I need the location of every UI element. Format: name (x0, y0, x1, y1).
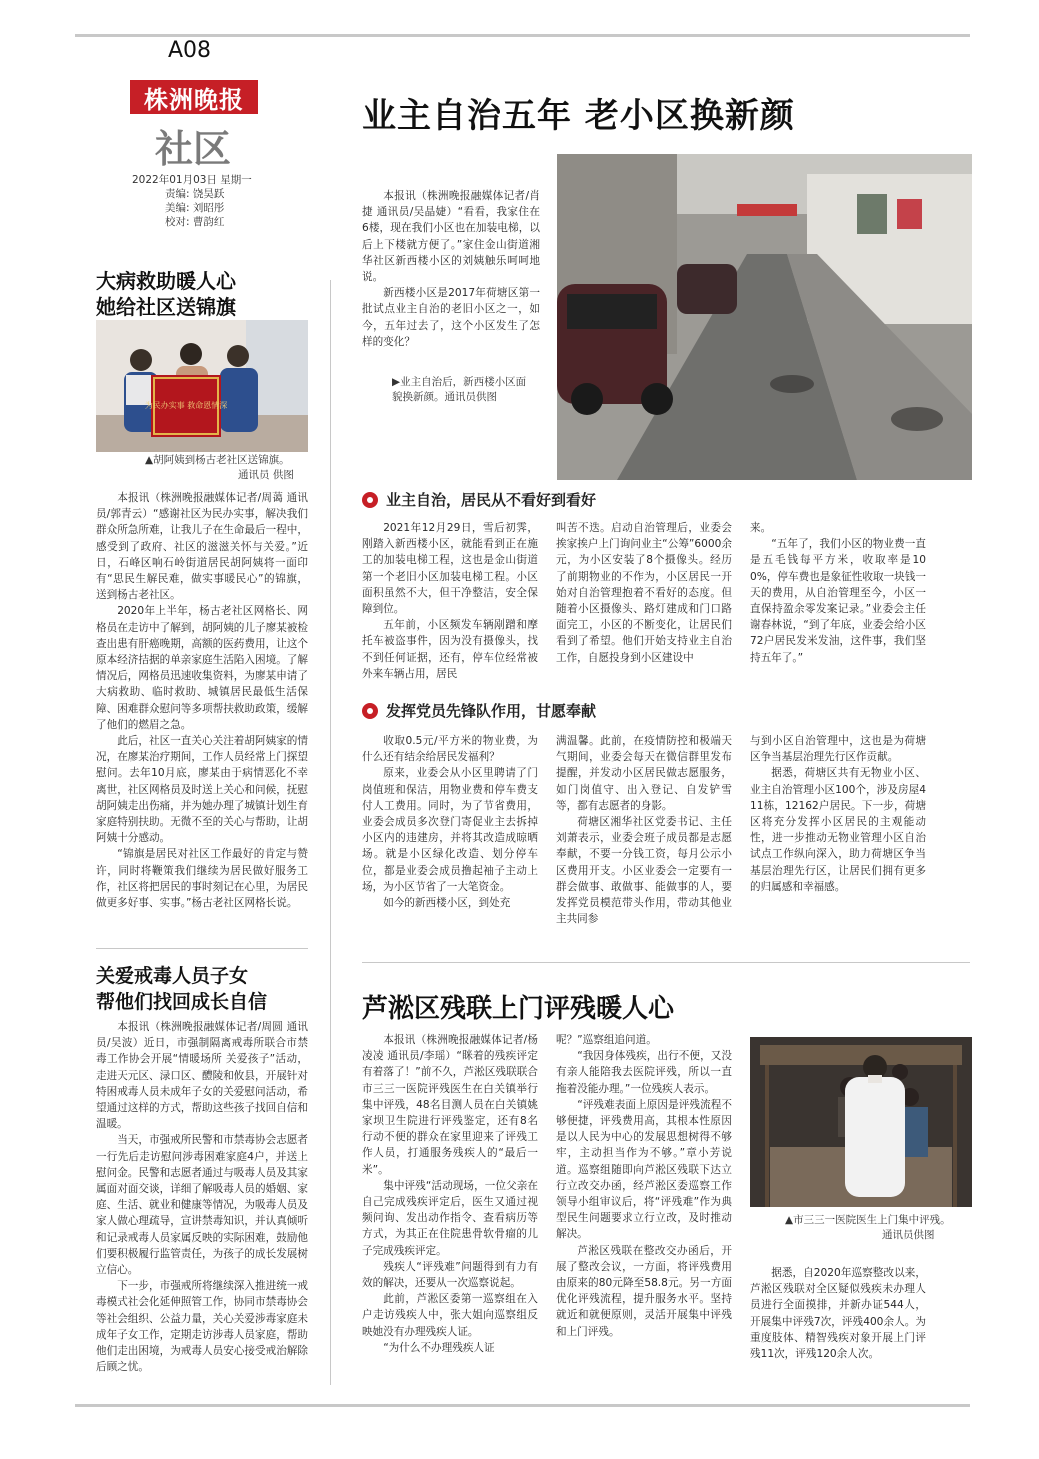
article1-s2-col2 (556, 733, 732, 948)
article2-para: 本报讯（株洲晚报融媒体记者/杨凌凌 通讯员/李瑶）“眯着的残疾评定有着落了！”前不久，芦淞区残联联合市三三一医院评残医生在白关镇举行集中评残，48名目测人员在白关镇姚家坝卫生院进行评残鉴定，还有8名行动不便的群众在家里迎来了评残工作人员，打通服务残疾人的“最后一米”。 (362, 1034, 538, 1176)
article2-para: “评残难表面上原因是评残流程不够便捷，评残费用高，其根本性原因是以人民为中心的发展思想树得不够牢，主动担当作为不够。”章小芳说道。巡察组随即向芦淞区残联下达立行立改交办函，经芦淞区委巡察工作领导小组审议后，将“评残难”作为典型民生问题要求立行立改，及时推动解决。 (556, 1098, 732, 1241)
left-top-title-line1: 大病救助暖人心 (96, 269, 236, 293)
article2-para: 残疾人“评残难”问题得到有力有效的解决，还要从一次巡察说起。 (362, 1260, 538, 1290)
article1-photo-caption-line1: ▶业主自治后，新西楼小区面 (392, 376, 527, 388)
date-line: 2022年01月03日 星期一 (132, 174, 252, 186)
article1-intro-para: 新西楼小区是2017年荷塘区第一批试点业主自治的老旧小区之一，如今，五年过去了，这个小区发生了怎样的变化？ (362, 287, 540, 348)
left-bottom-para: 本报讯（株洲晚报融媒体记者/周圆 通讯员/吴波）近日，市强制隔离戒毒所联合市禁毒工作协会开展“情暖场所 关爱孩子”活动，走进天元区、渌口区、醴陵和攸县，开展针对特困戒毒人员未成年子女的关爱慰问活动，希望通过这样的方式，帮助这些孩子找回自信和温暖。 (96, 1021, 308, 1131)
section-bullet-icon (362, 703, 378, 719)
banner-photo-image (96, 320, 308, 452)
column-divider (330, 280, 331, 1385)
article1-photo (557, 154, 972, 480)
article1-s2-para: 原来，业委会从小区里聘请了门岗值班和保洁，用物业费和停车费支付人工费用。同时，为了节省费用，业委会成员多次登门寄促业主去拆掉小区内的违建房，并将其改造成晾晒场。就是小区绿化改造、划分停车位，都是业委会成员撸起袖子主动上场，为小区节省了一大笔资金。 (362, 767, 538, 893)
article1-intro (362, 188, 540, 358)
article1-s2-col1 (362, 733, 538, 948)
article1-photo-image (557, 154, 972, 480)
article2-col3 (750, 1265, 926, 1385)
article1-s2-para: 满温馨。此前，在疫情防控和极端天气期间，业委会每天在微信群里发布提醒，并发动小区居民做志愿服务，如门岗值守、出入登记、自发铲雪等，都有志愿者的身影。 (556, 735, 732, 812)
article2-para: 呢？”巡察组追问道。 (556, 1034, 657, 1046)
article1-s1-para: 叫苦不迭。启动自治管理后，业委会挨家挨户上门询问业主“公筹”6000余元，为小区安装了8个摄像头。经历了前期物业的不作为，小区居民一开始对自治管理抱着不看好的态度。但随着小区摄像头、路灯建成和门口路面完工，小区的不断变化，让居民们看到了希望。他们开始支持业主自治工作，自愿投身到小区建设中 (556, 522, 732, 664)
banner-photo (96, 320, 308, 452)
article2-para: “我因身体残疾，出行不便，又没有亲人能陪我去医院评残，所以一直拖着没能办理。”一位残疾人表示。 (556, 1050, 732, 1095)
article1-s1-para: 2021年12月29日，雪后初霁，刚踏入新西楼小区，就能看到正在施工的加装电梯工程，这也是金山街道第一个老旧小区加装电梯工程。小区面积虽然不大，但干净整洁，安全保障到位。 (362, 522, 538, 616)
left-bottom-para: 下一步，市强戒所将继续深入推进统一戒毒模式社会化延伸照管工作，协同市禁毒协会等社会组织、公益力量，关心关爱涉毒家庭未成年子女工作，定期走访涉毒人员家庭，帮助他们走出困境，为戒毒人员安心接受戒治解除后顾之忧。 (96, 1280, 308, 1374)
left-bottom-title-line2: 帮他们找回成长自信 (96, 991, 268, 1013)
article2-col1 (362, 1032, 538, 1382)
article1-photo-caption-line2: 貌换新颜。通讯员供图 (392, 391, 497, 403)
left-top-caption-line2: 通讯员 供图 (238, 469, 294, 481)
left-top-caption-line1: ▲胡阿姨到杨古老社区送锦旗。 (145, 454, 290, 466)
left-bottom-para: 当天，市强戒所民警和市禁毒协会志愿者一行先后走访慰问涉毒困难家庭4户，并送上慰问金。民警和志愿者通过与吸毒人员及其家属面对面交谈，详细了解吸毒人员的婚姻、家庭、生活、就业和健康等情况，为吸毒人员及家人做心理疏导，宣讲禁毒知识，并认真倾听和记录戒毒人员家属反映的实际困难，鼓励他们要积极履行监管责任，为孩子的成长发展树立信心。 (96, 1134, 308, 1277)
left-bottom-body (96, 1019, 308, 1389)
page-number: A08 (168, 38, 212, 63)
left-top-body (96, 490, 308, 940)
article2-title: 芦淞区残联上门评残暖人心 (362, 994, 675, 1024)
article1-s2-para: 荷塘区湘华社区党委书记、主任刘萧表示，业委会班子成员都是志愿奉献，不要一分钱工资，每月公示小区费用开支。小区业委会一定要有一群会做事、敢做事、能做事的人，要发挥党员模范带头作用，带动其他业主共同参 (556, 816, 732, 926)
article1-s1-col2 (556, 520, 732, 700)
bottom-rule (75, 1404, 970, 1407)
section1-heading (362, 489, 596, 510)
article2-para: “为什么不办理残疾人证 (383, 1341, 495, 1354)
article2-para: 芦淞区残联在整改交办函后，开展了整改会议，一方面，将评残费用由原来的80元降至58.8元。另一方面优化评残流程，提升服务水平。坚持就近和就便原则，灵活开展集中评残和上门评残。 (556, 1244, 732, 1338)
section-name: 社区 (155, 126, 232, 171)
article2-separator (362, 962, 970, 963)
top-rule (75, 34, 970, 37)
left-separator (96, 948, 308, 949)
section2-heading-text: 发挥党员先锋队作用，甘愿奉献 (386, 702, 597, 720)
left-top-title-line2: 她给社区送锦旗 (96, 295, 236, 319)
article2-photo (750, 1037, 972, 1207)
paper-logo (130, 80, 258, 114)
section2-heading (362, 700, 596, 721)
article1-title: 业主自治五年 老小区换新颜 (362, 96, 795, 136)
article2-para: 此前，芦淞区委第一巡察组在入户走访残疾人中，张大姐向巡察组反映她没有办理残疾人证。 (362, 1293, 538, 1338)
article1-s1-col1 (362, 520, 538, 700)
article1-s1-para: 五年前，小区频发车辆剐蹭和摩托车被盗事件，因为没有摄像头，找不到任何证据，还有，停车位经常被外来车辆占用，居民 (362, 619, 538, 680)
left-bottom-title-line1: 关爱戒毒人员子女 (96, 965, 249, 987)
article1-s1-para: 来。 (750, 522, 772, 534)
article1-s1-col3 (750, 520, 926, 700)
article1-s1-para: “五年了，我们小区的物业费一直是五毛钱每平方米，收取率是100%，停车费也是象征性收取一块钱一天的费用，从自治管理至今，小区一直保持盈余零发案记录。”业委会主任谢春林说，“到了年底，业委会给小区72户居民发米发油，这件事，我们坚持五年了。” (750, 538, 926, 664)
article2-photo-caption-line1: ▲市三三一医院医生上门集中评残。 (785, 1214, 951, 1226)
left-top-para: “锦旗是居民对社区工作最好的肯定与赞许，同时将鞭策我们继续为居民做好服务工作，社区将把居民的事时刻记在心里，为居民做更多好事、实事。”杨古老社区网格长说。 (96, 848, 308, 910)
left-top-para: 此后，社区一直关心关注着胡阿姨家的情况，在廖某治疗期间，工作人员经常上门探望慰问。去年10月底，廖某由于病情恶化不幸离世，社区网格员及时送上关心和问候，抚慰胡阿姨走出伤痛，并为她办理了城镇计划生育家庭特别扶助。无微不至的关心与帮助，让胡阿姨十分感动。 (96, 735, 308, 845)
section1-heading-text: 业主自治，居民从不看好到看好 (386, 491, 597, 509)
left-top-para: 2020年上半年，杨古老社区网格长、网格员在走访中了解到，胡阿姨的儿子廖某被检查出患有肝癌晚期，高额的医药费用，让这个原本经济拮据的单亲家庭生活陷入困境。了解情况后，网格员迅速收集资料，为廖某申请了大病救助、临时救助、城镇居民最低生活保障、困难群众慰问等多项帮扶救助政策，缓解了他们的燃眉之急。 (96, 605, 308, 731)
article1-intro-para: 本报讯（株洲晚报融媒体记者/肖捷 通讯员/吴晶婕）“看看，我家住在6楼，现在我们小区也在加装电梯，以后上下楼就方便了。”家住金山街道湘华社区新西楼小区的刘姨触乐呵呵地说。 (362, 190, 540, 284)
section-bullet-icon (362, 492, 378, 508)
paper-logo-text: 株洲晚报 (144, 84, 244, 114)
article1-s2-col3 (750, 733, 926, 948)
article2-para: 据悉，自2020年巡察整改以来，芦淞区残联对全区疑似残疾未办理人员进行全面摸排，并新办证544人，开展集中评残7次，评残400余人。为重度肢体、精智残疾对象开展上门评残11次，评残120余人次。 (750, 1267, 926, 1361)
article1-s2-para: 如今的新西楼小区，到处充 (383, 897, 511, 910)
proof-line: 校对: 曹韵红 (165, 216, 225, 228)
article2-para: 集中评残“活动现场，一位父亲在自己完成残疾评定后，医生又通过视频问询、发出动作指令、查看病历等方式，为其正在住院患骨软骨瘤的儿子完成残疾评定。 (362, 1179, 538, 1257)
left-top-para: 本报讯（株洲晚报融媒体记者/周蔼 通讯员/郭青云）“感谢社区为民办实事，解决我们群众所急所难，让我儿子在生命最后一程中，感受到了政府、社区的滋滋关怀与关爱。”近日，石峰区响石岭街道居民胡阿姨将一面印有“思民生解民难，做实事暖民心”的锦旗，送到杨古老社区。 (96, 492, 308, 602)
editor-line: 责编: 饶昊跃 (165, 188, 225, 200)
article2-photo-caption-line2: 通讯员供图 (882, 1229, 935, 1241)
article1-s2-para: 收取0.5元/平方米的物业费，为什么还有结余给居民发福利？ (362, 735, 538, 764)
article1-s2-para: 与到小区自治管理中，这也是为荷塘区争当基层治理先行区作贡献。 (750, 735, 926, 764)
article2-col2 (556, 1032, 732, 1382)
article2-photo-image (750, 1037, 972, 1207)
designer-line: 美编: 刘昭彤 (165, 202, 225, 214)
article1-s2-para: 据悉，荷塘区共有无物业小区、业主自治管理小区100个，涉及房屋411栋，12162户居民。下一步，荷塘区将充分发挥小区居民的主观能动性，进一步推动无物业管理小区自治试点工作纵向深入，助力荷塘区争当基层治理先行区，让居民们拥有更多的归属感和幸福感。 (750, 767, 926, 893)
banner-photo-text: 为民办实事 救命恩情深 (144, 401, 228, 410)
